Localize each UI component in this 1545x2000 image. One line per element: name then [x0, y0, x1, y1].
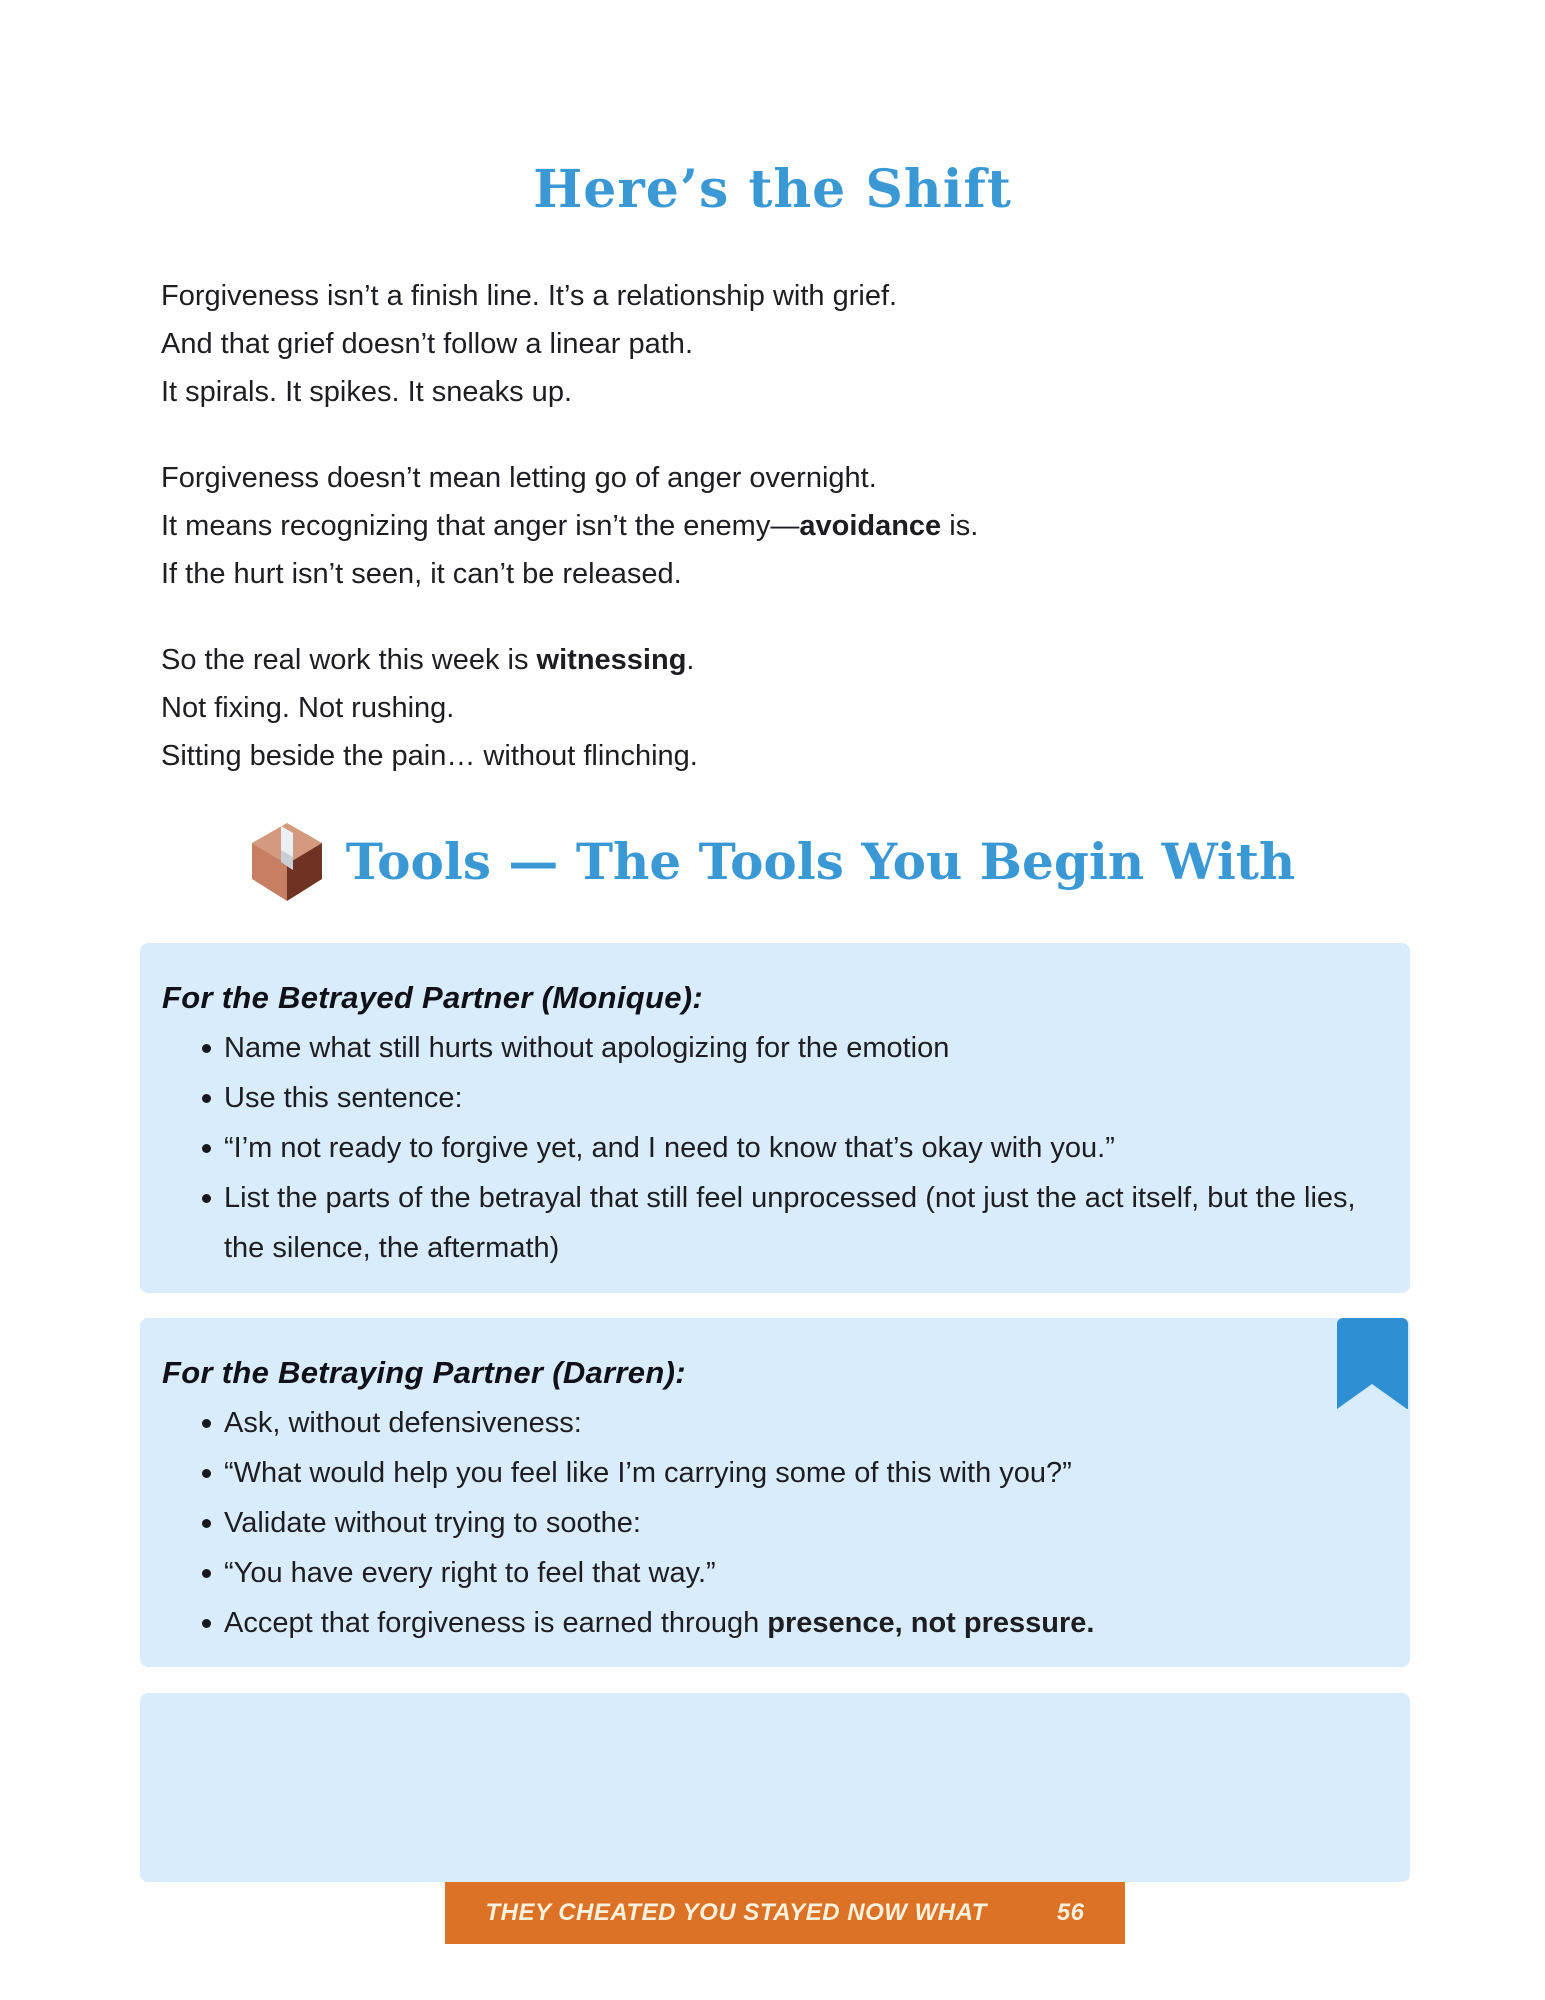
bookmark-icon	[1337, 1318, 1408, 1409]
betrayed-partner-card	[140, 943, 1410, 1293]
bullet-item: Use this sentence:	[202, 1073, 1362, 1123]
card-heading: For the Betraying Partner (Darren):	[162, 1355, 686, 1390]
text-line: So the real work this week is witnessing.	[161, 644, 695, 676]
text-line: Not fixing. Not rushing.	[161, 692, 455, 724]
footer-page-number: 56	[1056, 1899, 1085, 1926]
intro-paragraph	[161, 636, 1401, 780]
betraying-partner-card	[140, 1318, 1410, 1667]
bullet-item: Ask, without defensiveness:	[202, 1398, 1362, 1448]
bullet-item: List the parts of the betrayal that still feel unprocessed (not just the act itself, but the lies, the silence, the aftermath)	[202, 1173, 1362, 1273]
bullet-item: Accept that forgiveness is earned through presence, not pressure.	[202, 1598, 1362, 1648]
text-line: If the hurt isn’t seen, it can’t be released.	[161, 558, 682, 590]
bullet-item: “I’m not ready to forgive yet, and I need to know that’s okay with you.”	[202, 1123, 1362, 1173]
package-icon	[250, 822, 324, 902]
bullet-item: “You have every right to feel that way.”	[202, 1548, 1362, 1598]
card-heading: For the Betrayed Partner (Monique):	[162, 980, 703, 1015]
text-line: Forgiveness isn’t a finish line. It’s a relationship with grief.	[161, 280, 898, 312]
intro-paragraph	[161, 272, 1401, 416]
text-line: It spirals. It spikes. It sneaks up.	[161, 376, 572, 408]
bullet-item: Name what still hurts without apologizing for the emotion	[202, 1023, 1362, 1073]
intro-paragraph	[161, 454, 1401, 598]
tools-heading-label: Tools — The Tools You Begin With	[345, 832, 1296, 891]
page-heading: Here’s the Shift	[533, 159, 1012, 220]
intro-text	[161, 272, 1401, 780]
bullet-list	[162, 1023, 1362, 1273]
page-footer	[445, 1882, 1125, 1944]
text-line: Sitting beside the pain… without flinching.	[161, 740, 698, 772]
text-line: It means recognizing that anger isn’t the enemy—avoidance is.	[161, 510, 979, 542]
tools-heading	[0, 822, 1545, 902]
text-line: And that grief doesn’t follow a linear path.	[161, 328, 693, 360]
footer-book-title: THEY CHEATED YOU STAYED NOW WHAT	[485, 1899, 987, 1926]
text-line: Forgiveness doesn’t mean letting go of anger overnight.	[161, 462, 877, 494]
bullet-list	[162, 1398, 1362, 1648]
bullet-item: “What would help you feel like I’m carrying some of this with you?”	[202, 1448, 1362, 1498]
empty-notes-card	[140, 1693, 1410, 1882]
bullet-item: Validate without trying to soothe:	[202, 1498, 1362, 1548]
